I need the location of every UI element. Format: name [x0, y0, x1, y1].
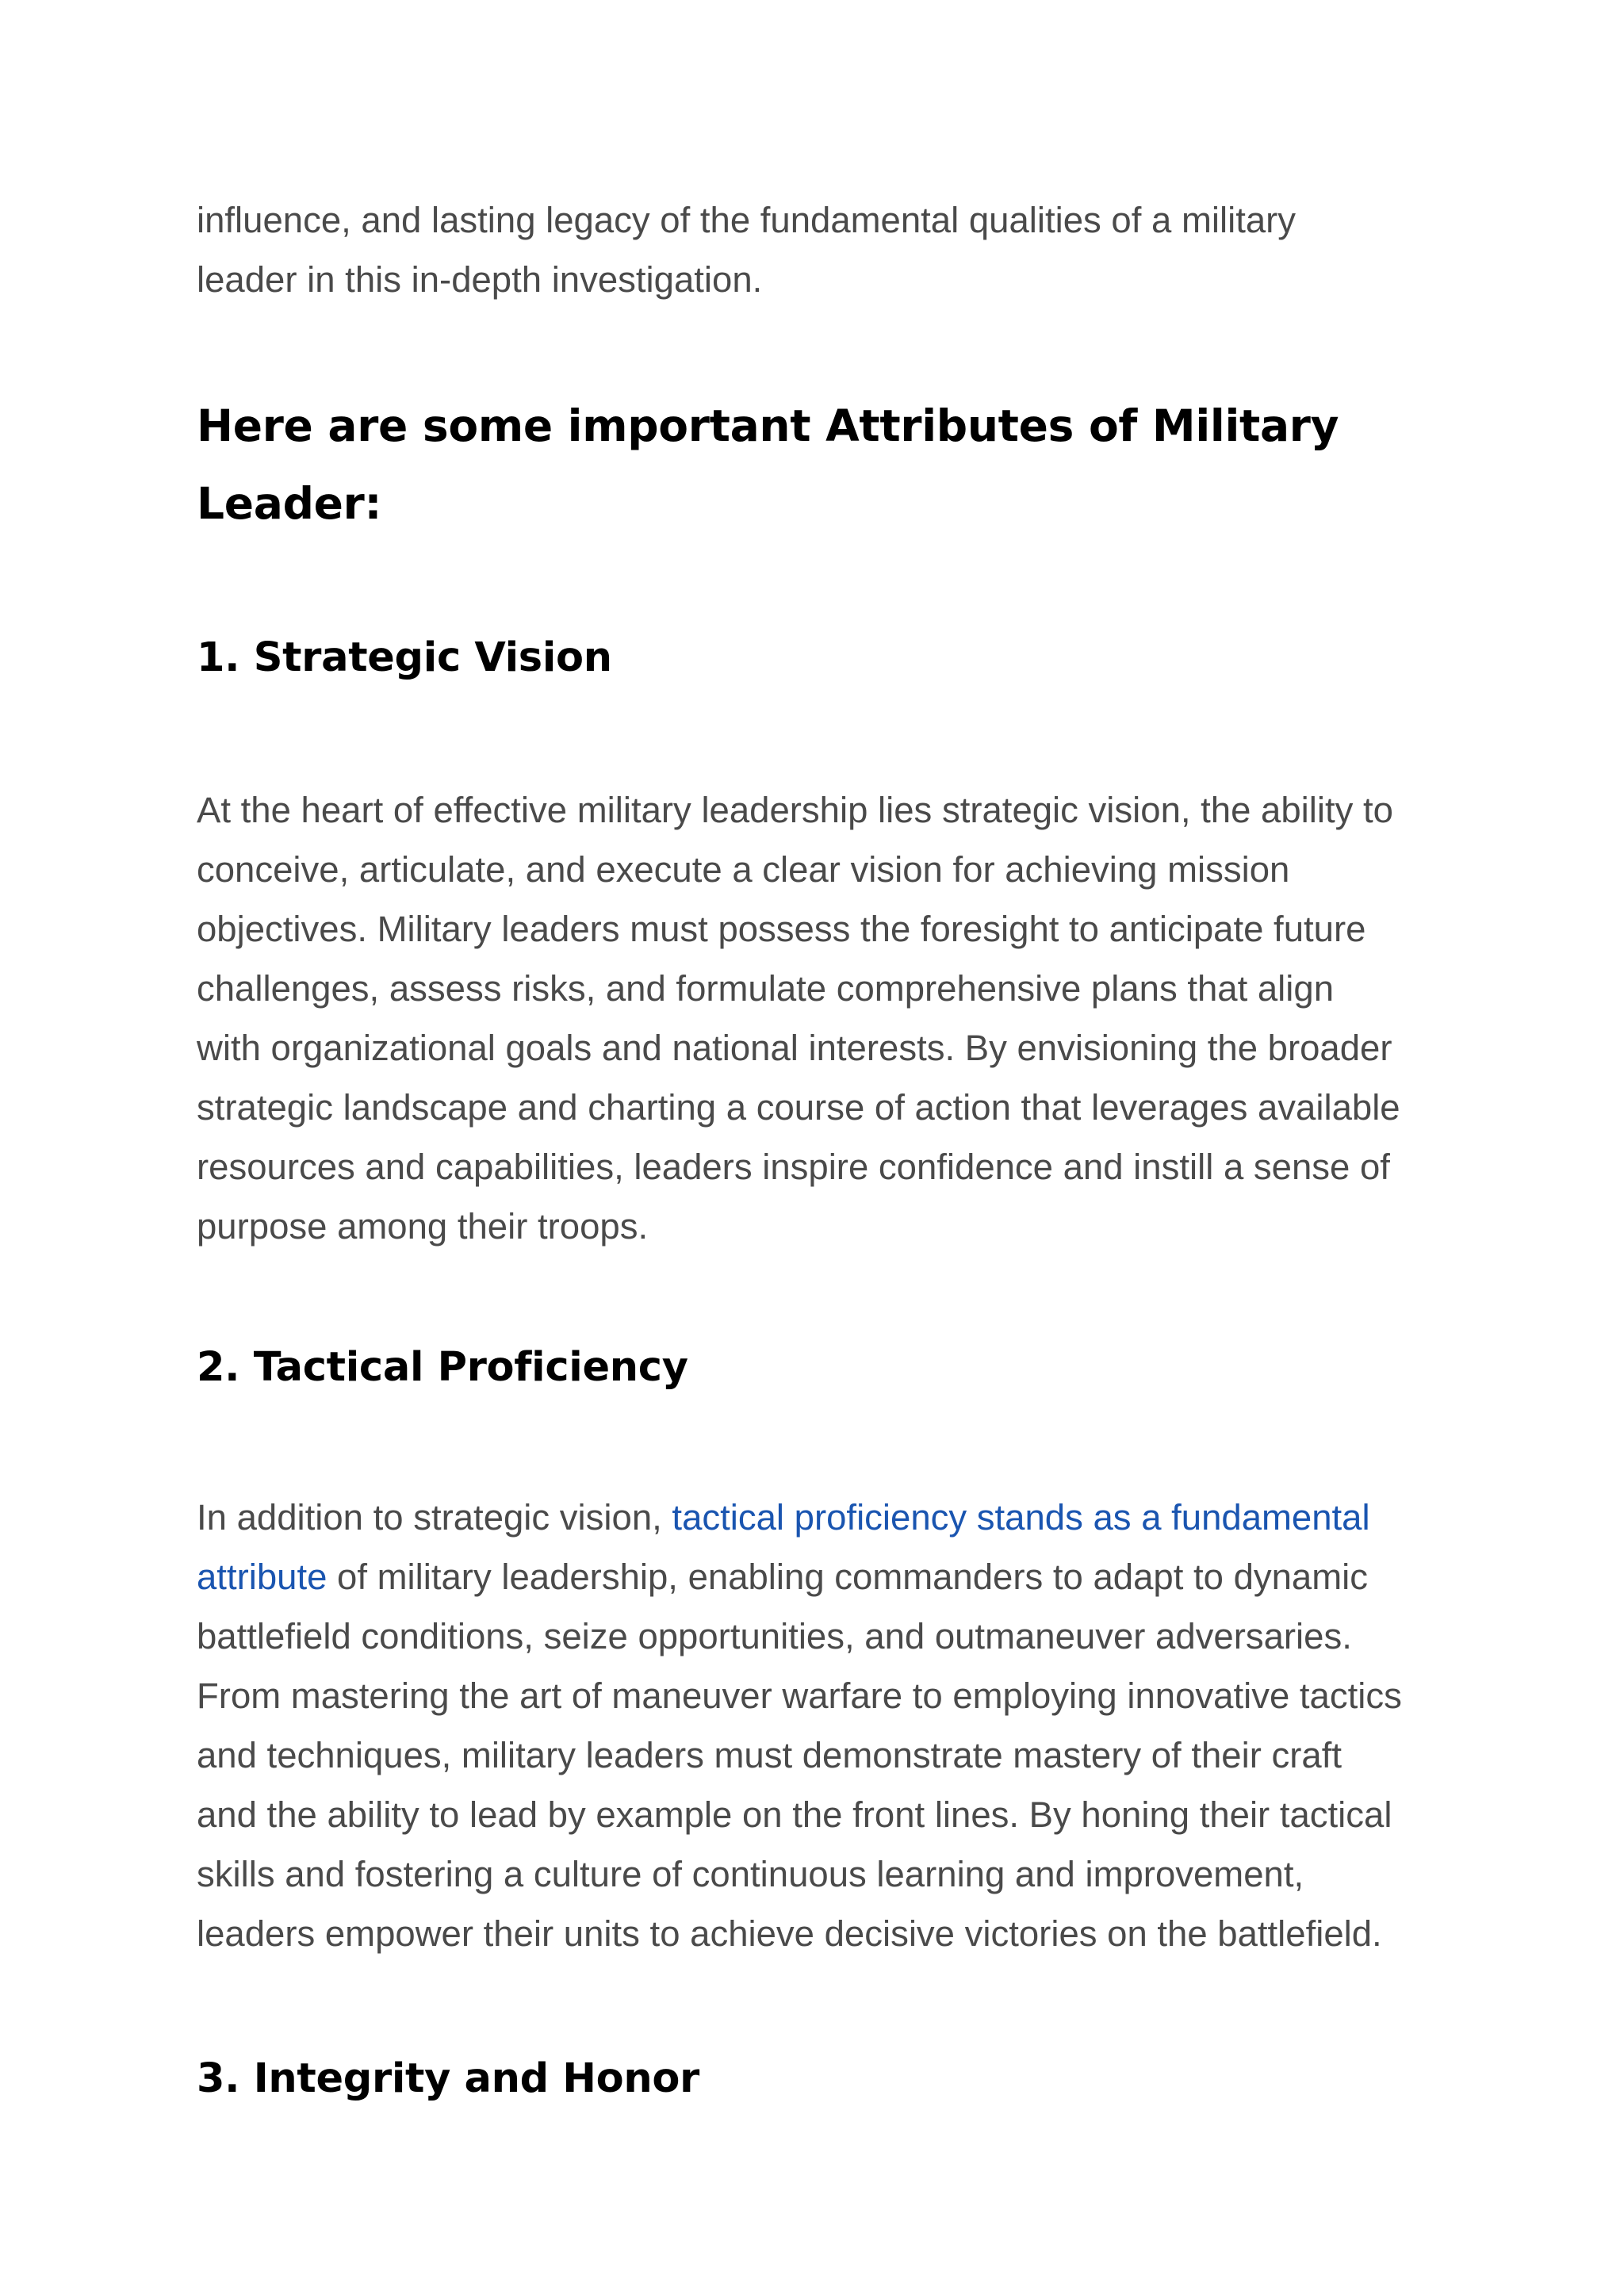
- paragraph-line: conceive, articulate, and execute a clear vision for achieving mission: [197, 849, 1290, 890]
- paragraph-line: and the ability to lead by example on the front lines. By honing their tactical: [197, 1794, 1392, 1835]
- paragraph-line: objectives. Military leaders must possess the foresight to anticipate future: [197, 909, 1366, 949]
- paragraph-text: In addition to strategic vision,: [197, 1497, 672, 1538]
- paragraph-line: At the heart of effective military leadership lies strategic vision, the ability to: [197, 790, 1393, 830]
- paragraph-line: resources and capabilities, leaders inspire confidence and instill a sense of: [197, 1147, 1390, 1187]
- paragraph-text: of military leadership, enabling commanders to adapt to dynamic: [327, 1557, 1368, 1597]
- paragraph-line: purpose among their troops.: [197, 1206, 649, 1247]
- paragraph-line: skills and fostering a culture of continuous learning and improvement,: [197, 1854, 1304, 1894]
- paragraph-line: leaders empower their units to achieve decisive victories on the battlefield.: [197, 1913, 1382, 1954]
- paragraph-line: strategic landscape and charting a course of action that leverages available: [197, 1087, 1400, 1128]
- main-heading-line: Leader:: [197, 478, 382, 529]
- section-paragraph-strategic-vision: [197, 780, 1450, 1256]
- intro-line: leader in this in-depth investigation.: [197, 259, 763, 300]
- section-heading-tactical-proficiency: 2. Tactical Proficiency: [197, 1344, 688, 1391]
- main-heading: [197, 387, 1339, 542]
- paragraph-line: From mastering the art of maneuver warfare to employing innovative tactics: [197, 1676, 1402, 1716]
- paragraph-line: with organizational goals and national interests. By envisioning the broader: [197, 1028, 1392, 1068]
- paragraph-line: and techniques, military leaders must demonstrate mastery of their craft: [197, 1735, 1342, 1775]
- inline-link[interactable]: attribute: [197, 1557, 327, 1597]
- intro-paragraph: [197, 190, 1450, 309]
- section-heading-strategic-vision: 1. Strategic Vision: [197, 634, 612, 681]
- paragraph-line: challenges, assess risks, and formulate comprehensive plans that align: [197, 968, 1335, 1009]
- paragraph-line: battlefield conditions, seize opportunities, and outmaneuver adversaries.: [197, 1616, 1352, 1656]
- inline-link[interactable]: tactical proficiency stands as a fundamental: [672, 1497, 1370, 1538]
- section-heading-integrity-and-honor: 3. Integrity and Honor: [197, 2055, 699, 2102]
- paragraph-line: [197, 1488, 1450, 1547]
- main-heading-line: Here are some important Attributes of Military: [197, 400, 1339, 451]
- section-paragraph-tactical-proficiency: [197, 1488, 1450, 1963]
- paragraph-line: [197, 1547, 1450, 1607]
- intro-line: influence, and lasting legacy of the fundamental qualities of a military: [197, 200, 1297, 240]
